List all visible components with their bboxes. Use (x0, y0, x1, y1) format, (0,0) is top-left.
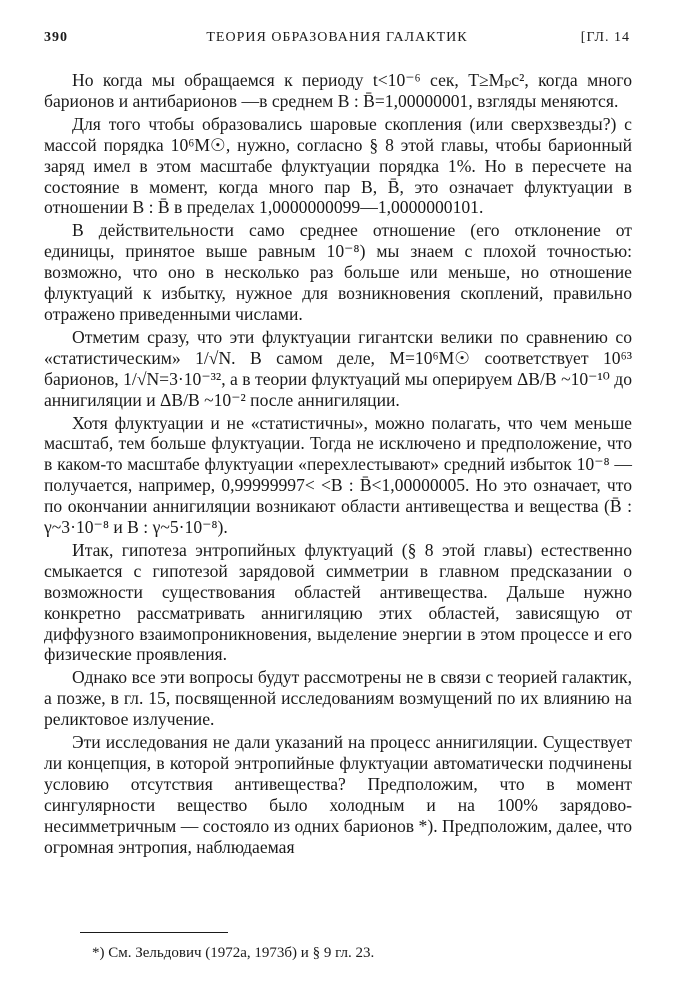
chapter-label: [ГЛ. 14 (580, 30, 630, 45)
paragraph: Эти исследования не дали указаний на процесс аннигиляции. Существует ли концепция, в которой энтропийные флуктуации автоматически подчинены условию отсутствия антивещества? Предположим, что в момент сингулярности вещество было холодным и на 100% зарядово-несимметричным — состояло из одних барионов *). Предположим, далее, что огромная энтропия, наблюдаемая (44, 732, 632, 857)
paragraph: Для того чтобы образовались шаровые скопления (или сверхзвезды?) с массой порядка 10⁶M☉, нужно, согласно § 8 этой главы, чтобы барионный заряд имел в этом масштабе флуктуации порядка 1%. Но в пересчете на состояние в момент, когда много пар B, B̄, это означает флуктуации в отношении B : B̄ в пределах 1,0000000099—1,0000000101. (44, 113, 632, 218)
paragraph: Хотя флуктуации и не «статистичны», можно полагать, что чем меньше масштаб, тем больше флуктуации. Тогда не исключено и предположение, что в каком-то масштабе флуктуации «перехлестывают» средний избыток 10⁻⁸ — получается, например, 0,99999997< <B : B̄<1,00000005. Но это означает, что по окончании аннигиляции возникают области антивещества и вещества (B̄ : γ~3·10⁻⁸ и B : γ~5·10⁻⁸). (44, 412, 632, 538)
paragraph: Отметим сразу, что эти флуктуации гигантски велики по сравнению со «статистическим» 1/√N. В самом деле, M=10⁶M☉ соответствует 10⁶³ барионов, 1/√N=3·10⁻³², а в теории флуктуаций мы оперируем ΔB/B ~10⁻¹⁰ до аннигиляции и ΔB/B ~10⁻² после аннигиляции. (44, 326, 632, 410)
paragraph: Однако все эти вопросы будут рассмотрены не в связи с теорией галактик, а позже, в гл. 15, посвященной исследованиям возмущений по их влиянию на реликтовое излучение. (44, 667, 632, 730)
paragraph: Но когда мы обращаемся к периоду t<10⁻⁶ сек, T≥Mₚc², когда много барионов и антибарионов —в среднем B : B̄=1,00000001, взгляды меняются. (44, 70, 632, 111)
page-header (44, 30, 630, 52)
footnote-rule (80, 932, 228, 933)
page-number: 390 (44, 30, 68, 45)
paragraph: Итак, гипотеза энтропийных флуктуаций (§ 8 этой главы) естественно смыкается с гипотезой зарядовой симметрии в главном предсказании о возможности существования областей антивещества. Дальше нужно конкретно рассматривать аннигиляцию этих областей, зависящую от диффузного взаимопроникновения, выделение энергии в этом процессе и его физические проявления. (44, 539, 632, 665)
paragraph: В действительности само среднее отношение (его отклонение от единицы, принятое выше равным 10⁻⁸) мы знаем с плохой точностью: возможно, что оно в несколько раз больше или меньше, но отношение флуктуаций к избытку, нужное для возникновения скоплений, правильно отражено приведенными числами. (44, 220, 632, 324)
running-title: ТЕОРИЯ ОБРАЗОВАНИЯ ГАЛАКТИК (206, 30, 468, 45)
footnote: *) См. Зельдович (1972a, 1973б) и § 9 гл. 23. (92, 945, 375, 961)
main-text (44, 70, 632, 858)
